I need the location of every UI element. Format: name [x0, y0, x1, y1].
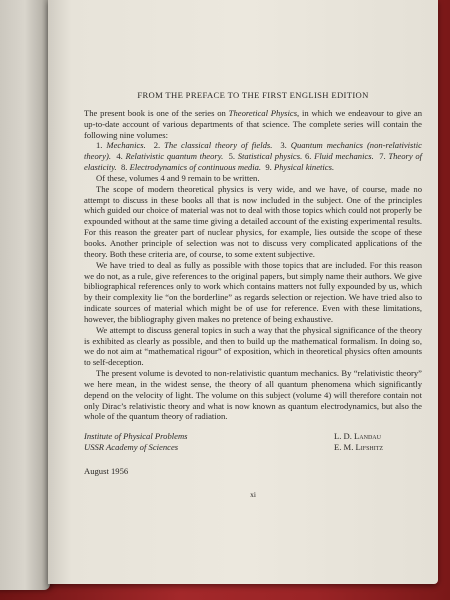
authors — [334, 431, 383, 453]
author-lifshitz: E. M. Lifshitz — [334, 442, 384, 453]
institution-line1: Institute of Physical Problems — [84, 431, 188, 442]
paragraph-references: We have tried to deal as fully as possible with those topics that are included. For this reason we do not, as a rule, give references to the original papers, but simply name their authors. We give bibliographical references only to work which contains matters not fully expounded by us, which by their complexity lie “on the borderline” as regards selection or rejection. We have tried also to indicate sources of material which might be of use for reference. Even with these limitations, however, the bibliography given makes no pretence of being exhaustive. — [84, 259, 422, 324]
paragraph-scope: The scope of modern theoretical physics is very wide, and we have, of course, made no attempt to discuss in these books all that is now included in the subject. One of the principles which guided our choice of material was not to deal with those topics which could not properly be expounded without at the same time giving a detailed account of the existing experimental results. For this reason the greater part of nuclear physics, for example, lies outside the scope of these books. Another principle of selection was not to discuss very complicated applications of the theory. Both these criteria are, of course, to some extent subjective. — [84, 183, 422, 259]
volume-item: 7. Theory of elasticity. — [84, 151, 423, 173]
paragraph-approach: We attempt to discuss general topics in such a way that the physical significance of the theory is exhibited as clearly as possible, and then to build up the mathematical formalism. In doing so, we do not aim at “mathematical rigour” of exposition, which in theoretical physics often amounts to self-deception. — [84, 324, 422, 368]
volume-item: 8. Electrodynamics of continuous media. — [121, 162, 262, 173]
volume-item: 1. Mechanics. — [96, 140, 146, 151]
preface-heading: FROM THE PREFACE TO THE FIRST ENGLISH EDITION — [137, 90, 369, 100]
volume-item: 2. The classical theory of fields. — [153, 140, 273, 151]
author-landau: L. D. Landau — [334, 431, 381, 442]
paragraph-volume-content: The present volume is devoted to non-relativistic quantum mechanics. By “relativistic theory” we here mean, in the widest sense, the theory of all quantum phenomena which significantly depend on the velocity of light. The volume on this subject (volume 4) will therefore contain not only Dirac’s relativistic theory and what is now known as quantum electrodynamics, but also the whole of the quantum theory of radiation. — [84, 368, 422, 422]
volume-item: 4. Relativistic quantum theory. — [116, 151, 224, 162]
paragraph-intro: The present book is one of the series on Theoretical Physics, in which we endeavour to give an up-to-date account of various departments of that science. The complete series will contain the following nine volumes: — [84, 107, 422, 140]
left-page-edge — [0, 0, 50, 590]
volume-item: 9. Physical kinetics. — [265, 162, 335, 173]
signature-block — [84, 431, 422, 455]
paragraph-remaining-volumes: Of these, volumes 4 and 9 remain to be written. — [96, 172, 260, 183]
page-content — [84, 90, 422, 501]
volume-item: 3. Quantum mechanics (non-relativistic theory). — [84, 140, 422, 162]
series-title: Theoretical Physics, — [228, 107, 300, 118]
institution — [84, 431, 188, 453]
volume-list — [84, 140, 422, 173]
volume-item: 6. Fluid mechanics. — [304, 151, 374, 162]
institution-line2: USSR Academy of Sciences — [84, 442, 179, 453]
preface-date: August 1956 — [84, 466, 129, 477]
page-number: xi — [250, 490, 256, 500]
book-page — [48, 0, 438, 584]
volume-item: 5. Statistical physics. — [228, 151, 303, 162]
